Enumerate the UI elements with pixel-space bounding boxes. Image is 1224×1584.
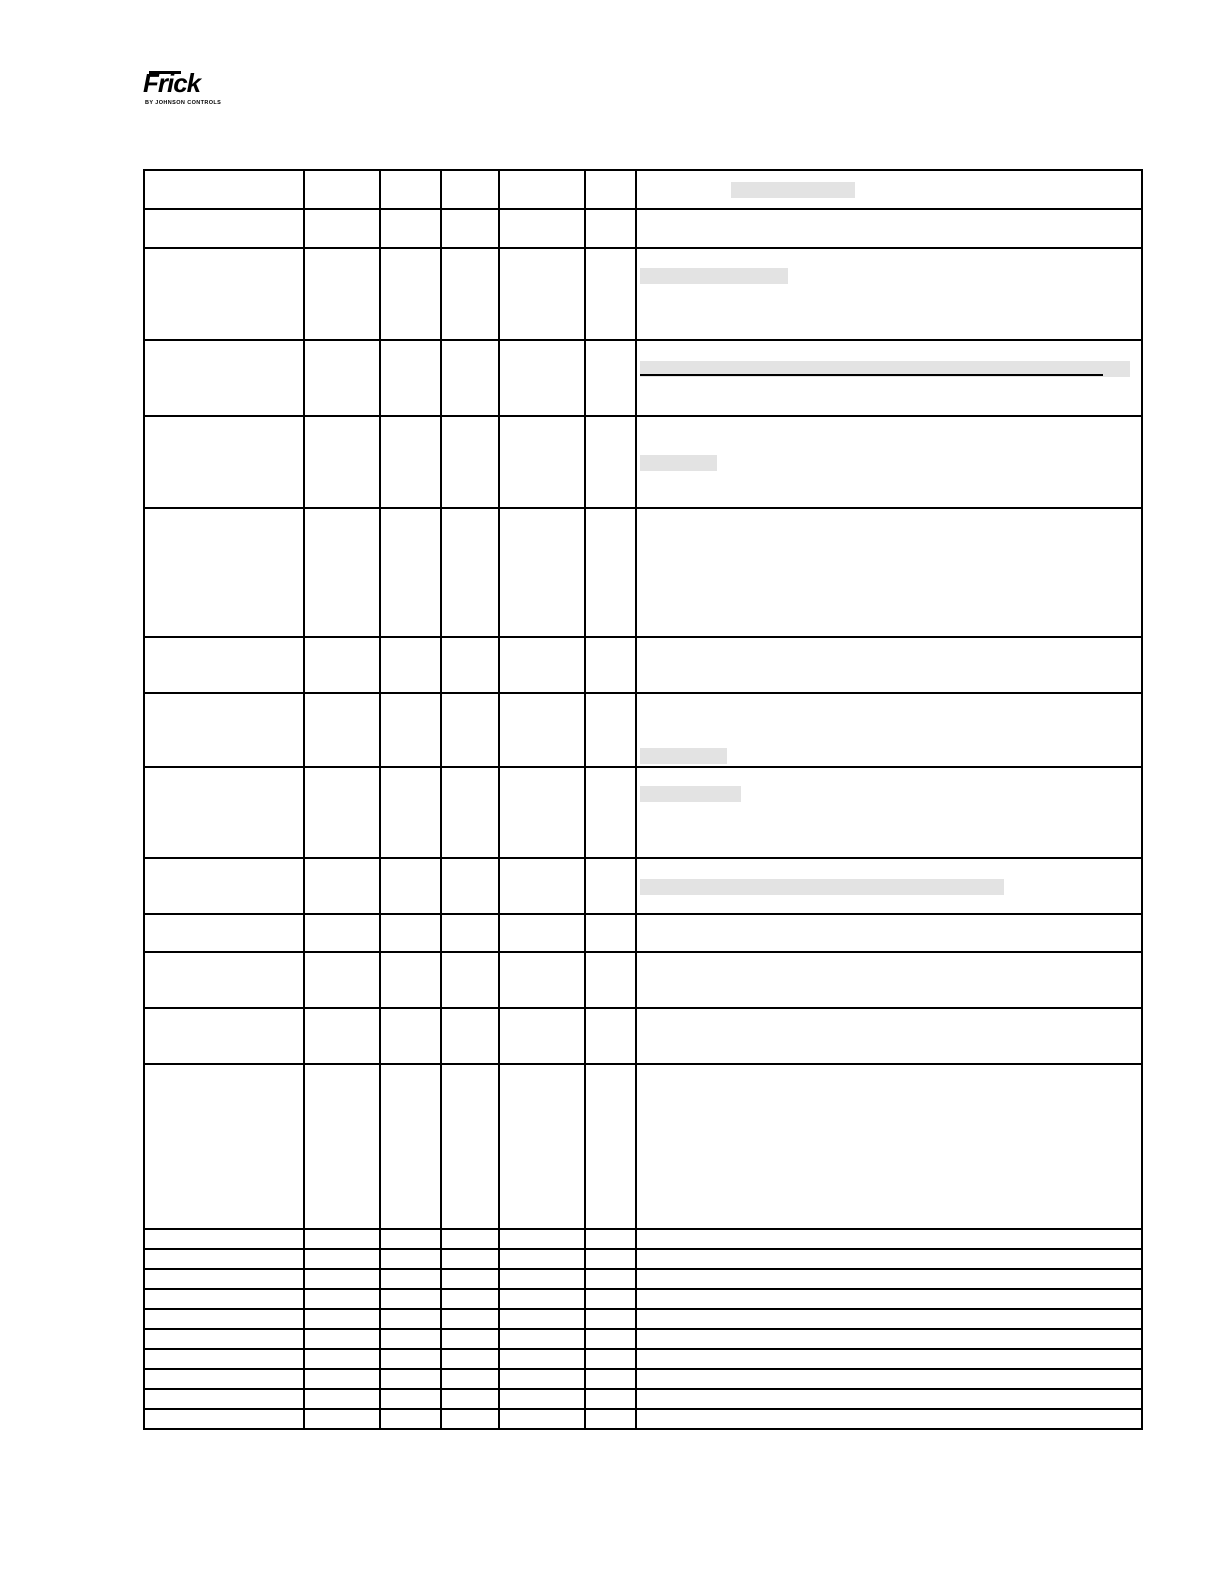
table-cell bbox=[304, 767, 380, 858]
table-cell bbox=[585, 416, 636, 508]
redacted-highlight bbox=[640, 748, 727, 764]
table-cell bbox=[144, 1369, 304, 1389]
table-row bbox=[144, 637, 1142, 693]
table-cell bbox=[499, 340, 585, 416]
table-cell bbox=[380, 693, 441, 767]
table-row bbox=[144, 1064, 1142, 1229]
table-cell bbox=[585, 1329, 636, 1349]
table-row bbox=[144, 1249, 1142, 1269]
table-row bbox=[144, 1369, 1142, 1389]
table-cell bbox=[636, 170, 1142, 209]
table-cell bbox=[441, 1229, 499, 1249]
table-cell bbox=[380, 1289, 441, 1309]
table-cell bbox=[304, 340, 380, 416]
table-cell bbox=[499, 209, 585, 248]
table-cell bbox=[304, 1249, 380, 1269]
table-cell bbox=[380, 1309, 441, 1329]
table-row bbox=[144, 1269, 1142, 1289]
table-cell bbox=[144, 1349, 304, 1369]
table-cell bbox=[144, 1249, 304, 1269]
table-row bbox=[144, 1389, 1142, 1409]
table-cell bbox=[585, 340, 636, 416]
table-cell bbox=[636, 1064, 1142, 1229]
table-cell bbox=[499, 248, 585, 340]
table-cell bbox=[304, 1269, 380, 1289]
table-cell bbox=[144, 1008, 304, 1064]
table-cell bbox=[585, 952, 636, 1008]
table-cell bbox=[144, 1309, 304, 1329]
table-cell bbox=[144, 1389, 304, 1409]
table-cell bbox=[636, 1008, 1142, 1064]
table-cell bbox=[636, 952, 1142, 1008]
table-cell bbox=[380, 767, 441, 858]
table-cell bbox=[441, 952, 499, 1008]
table-cell bbox=[144, 1409, 304, 1429]
table-cell bbox=[380, 952, 441, 1008]
table-cell bbox=[636, 1349, 1142, 1369]
table-cell bbox=[441, 340, 499, 416]
table-cell bbox=[636, 1249, 1142, 1269]
table-cell bbox=[585, 508, 636, 637]
table-cell bbox=[304, 1309, 380, 1329]
table-cell bbox=[304, 1329, 380, 1349]
table-cell bbox=[585, 1349, 636, 1369]
table-cell bbox=[636, 1329, 1142, 1349]
table-cell bbox=[499, 1229, 585, 1249]
table-cell bbox=[441, 209, 499, 248]
table-cell bbox=[636, 767, 1142, 858]
table-cell bbox=[380, 1064, 441, 1229]
table-cell bbox=[304, 170, 380, 209]
table-cell bbox=[380, 1269, 441, 1289]
table-cell bbox=[144, 170, 304, 209]
table-cell bbox=[636, 637, 1142, 693]
table-cell bbox=[499, 1409, 585, 1429]
data-table bbox=[143, 169, 1143, 1430]
table-cell bbox=[304, 248, 380, 340]
table-cell bbox=[636, 508, 1142, 637]
table-cell bbox=[499, 914, 585, 952]
table-row bbox=[144, 858, 1142, 914]
table-row bbox=[144, 914, 1142, 952]
table-row bbox=[144, 1349, 1142, 1369]
table-row bbox=[144, 209, 1142, 248]
table-cell bbox=[499, 1389, 585, 1409]
table-cell bbox=[585, 1309, 636, 1329]
table-cell bbox=[441, 1329, 499, 1349]
table-cell bbox=[585, 1369, 636, 1389]
table-cell bbox=[441, 248, 499, 340]
table-cell bbox=[499, 767, 585, 858]
table-cell bbox=[144, 340, 304, 416]
table-row bbox=[144, 1309, 1142, 1329]
table-cell bbox=[499, 1309, 585, 1329]
table-cell bbox=[441, 1269, 499, 1289]
table-row bbox=[144, 1229, 1142, 1249]
table-cell bbox=[144, 914, 304, 952]
table-cell bbox=[380, 1369, 441, 1389]
table-cell bbox=[585, 1008, 636, 1064]
table-cell bbox=[304, 1008, 380, 1064]
table-cell bbox=[636, 1309, 1142, 1329]
table-cell bbox=[499, 1064, 585, 1229]
table-cell bbox=[304, 1289, 380, 1309]
table-cell bbox=[380, 1249, 441, 1269]
table-cell bbox=[304, 693, 380, 767]
table-cell bbox=[585, 209, 636, 248]
table-row bbox=[144, 508, 1142, 637]
table-cell bbox=[144, 1289, 304, 1309]
table-cell bbox=[441, 508, 499, 637]
table-cell bbox=[441, 1369, 499, 1389]
table-cell bbox=[304, 1229, 380, 1249]
table-cell bbox=[441, 1389, 499, 1409]
table-cell bbox=[380, 1389, 441, 1409]
table-cell bbox=[144, 416, 304, 508]
table-cell bbox=[380, 1008, 441, 1064]
table-cell bbox=[304, 416, 380, 508]
table-cell bbox=[636, 914, 1142, 952]
table-cell bbox=[499, 1289, 585, 1309]
table-cell bbox=[499, 1008, 585, 1064]
table-cell bbox=[441, 858, 499, 914]
table-cell bbox=[380, 914, 441, 952]
table-cell bbox=[441, 1289, 499, 1309]
table-cell bbox=[144, 637, 304, 693]
table-row bbox=[144, 340, 1142, 416]
table-cell bbox=[380, 1409, 441, 1429]
table-cell bbox=[441, 1249, 499, 1269]
table-cell bbox=[380, 340, 441, 416]
table-cell bbox=[304, 637, 380, 693]
table-cell bbox=[380, 508, 441, 637]
table-cell bbox=[304, 1369, 380, 1389]
table-row bbox=[144, 1008, 1142, 1064]
table-cell bbox=[636, 1409, 1142, 1429]
table-cell bbox=[304, 1389, 380, 1409]
table-cell bbox=[585, 1409, 636, 1429]
table-cell bbox=[636, 340, 1142, 416]
table-cell bbox=[441, 1309, 499, 1329]
table-cell bbox=[304, 1409, 380, 1429]
table-cell bbox=[585, 1269, 636, 1289]
redacted-highlight bbox=[640, 455, 717, 471]
table-row bbox=[144, 767, 1142, 858]
table-cell bbox=[499, 1349, 585, 1369]
table-cell bbox=[380, 170, 441, 209]
table-cell bbox=[380, 858, 441, 914]
table-cell bbox=[636, 416, 1142, 508]
table-cell bbox=[441, 693, 499, 767]
table-cell bbox=[380, 637, 441, 693]
table-cell bbox=[380, 209, 441, 248]
table-cell bbox=[304, 508, 380, 637]
table-cell bbox=[144, 767, 304, 858]
table-cell bbox=[144, 508, 304, 637]
table-cell bbox=[441, 1349, 499, 1369]
frick-logo bbox=[143, 70, 227, 110]
table-cell bbox=[636, 1389, 1142, 1409]
table-cell bbox=[441, 1064, 499, 1229]
table-cell bbox=[304, 1064, 380, 1229]
table-cell bbox=[499, 508, 585, 637]
table-cell bbox=[499, 1269, 585, 1289]
table-cell bbox=[585, 1229, 636, 1249]
table-row bbox=[144, 952, 1142, 1008]
table-cell bbox=[304, 952, 380, 1008]
table-cell bbox=[585, 1249, 636, 1269]
table-row bbox=[144, 693, 1142, 767]
table-cell bbox=[144, 952, 304, 1008]
table-cell bbox=[499, 693, 585, 767]
logo-wordmark: Frick bbox=[143, 68, 201, 98]
table-cell bbox=[441, 1008, 499, 1064]
table-cell bbox=[636, 858, 1142, 914]
table-cell bbox=[585, 170, 636, 209]
table-cell bbox=[585, 1389, 636, 1409]
table-cell bbox=[380, 1349, 441, 1369]
table-cell bbox=[499, 1249, 585, 1269]
table-cell bbox=[144, 1064, 304, 1229]
table-cell bbox=[144, 1329, 304, 1349]
table-row bbox=[144, 1409, 1142, 1429]
table-cell bbox=[144, 1229, 304, 1249]
table-cell bbox=[441, 170, 499, 209]
table-cell bbox=[636, 1369, 1142, 1389]
table-cell bbox=[144, 858, 304, 914]
table-cell bbox=[304, 914, 380, 952]
table-cell bbox=[380, 248, 441, 340]
redacted-highlight bbox=[640, 879, 1004, 895]
table-row bbox=[144, 1329, 1142, 1349]
table-cell bbox=[499, 1329, 585, 1349]
table-cell bbox=[585, 637, 636, 693]
redacted-highlight bbox=[731, 182, 855, 198]
table-row bbox=[144, 416, 1142, 508]
table-cell bbox=[380, 1229, 441, 1249]
table-cell bbox=[585, 693, 636, 767]
table-cell bbox=[304, 1349, 380, 1369]
table-cell bbox=[585, 914, 636, 952]
table-cell bbox=[636, 693, 1142, 767]
table-cell bbox=[636, 1229, 1142, 1249]
table-cell bbox=[499, 858, 585, 914]
table-cell bbox=[144, 1269, 304, 1289]
table-cell bbox=[304, 858, 380, 914]
table-cell bbox=[636, 209, 1142, 248]
table-cell bbox=[499, 952, 585, 1008]
table-cell bbox=[585, 1064, 636, 1229]
table-row bbox=[144, 1289, 1142, 1309]
redacted-highlight bbox=[640, 786, 741, 802]
table-cell bbox=[441, 767, 499, 858]
table-cell bbox=[380, 416, 441, 508]
table-cell bbox=[499, 416, 585, 508]
table-cell bbox=[499, 170, 585, 209]
table-header-row bbox=[144, 170, 1142, 209]
table-cell bbox=[585, 248, 636, 340]
table-cell bbox=[380, 1329, 441, 1349]
logo-tagline: BY JOHNSON CONTROLS bbox=[145, 100, 222, 106]
table-cell bbox=[499, 637, 585, 693]
table-cell bbox=[585, 1289, 636, 1309]
table-cell bbox=[636, 1269, 1142, 1289]
table-row bbox=[144, 248, 1142, 340]
table-cell bbox=[441, 637, 499, 693]
table-cell bbox=[636, 248, 1142, 340]
underline bbox=[640, 374, 1103, 376]
table-cell bbox=[585, 858, 636, 914]
table-cell bbox=[441, 1409, 499, 1429]
table-cell bbox=[144, 209, 304, 248]
table-cell bbox=[441, 416, 499, 508]
table-cell bbox=[636, 1289, 1142, 1309]
table-cell bbox=[441, 914, 499, 952]
redacted-highlight bbox=[640, 268, 788, 284]
table-cell bbox=[585, 767, 636, 858]
table-cell bbox=[144, 693, 304, 767]
table-cell bbox=[144, 248, 304, 340]
table-cell bbox=[304, 209, 380, 248]
table-cell bbox=[499, 1369, 585, 1389]
